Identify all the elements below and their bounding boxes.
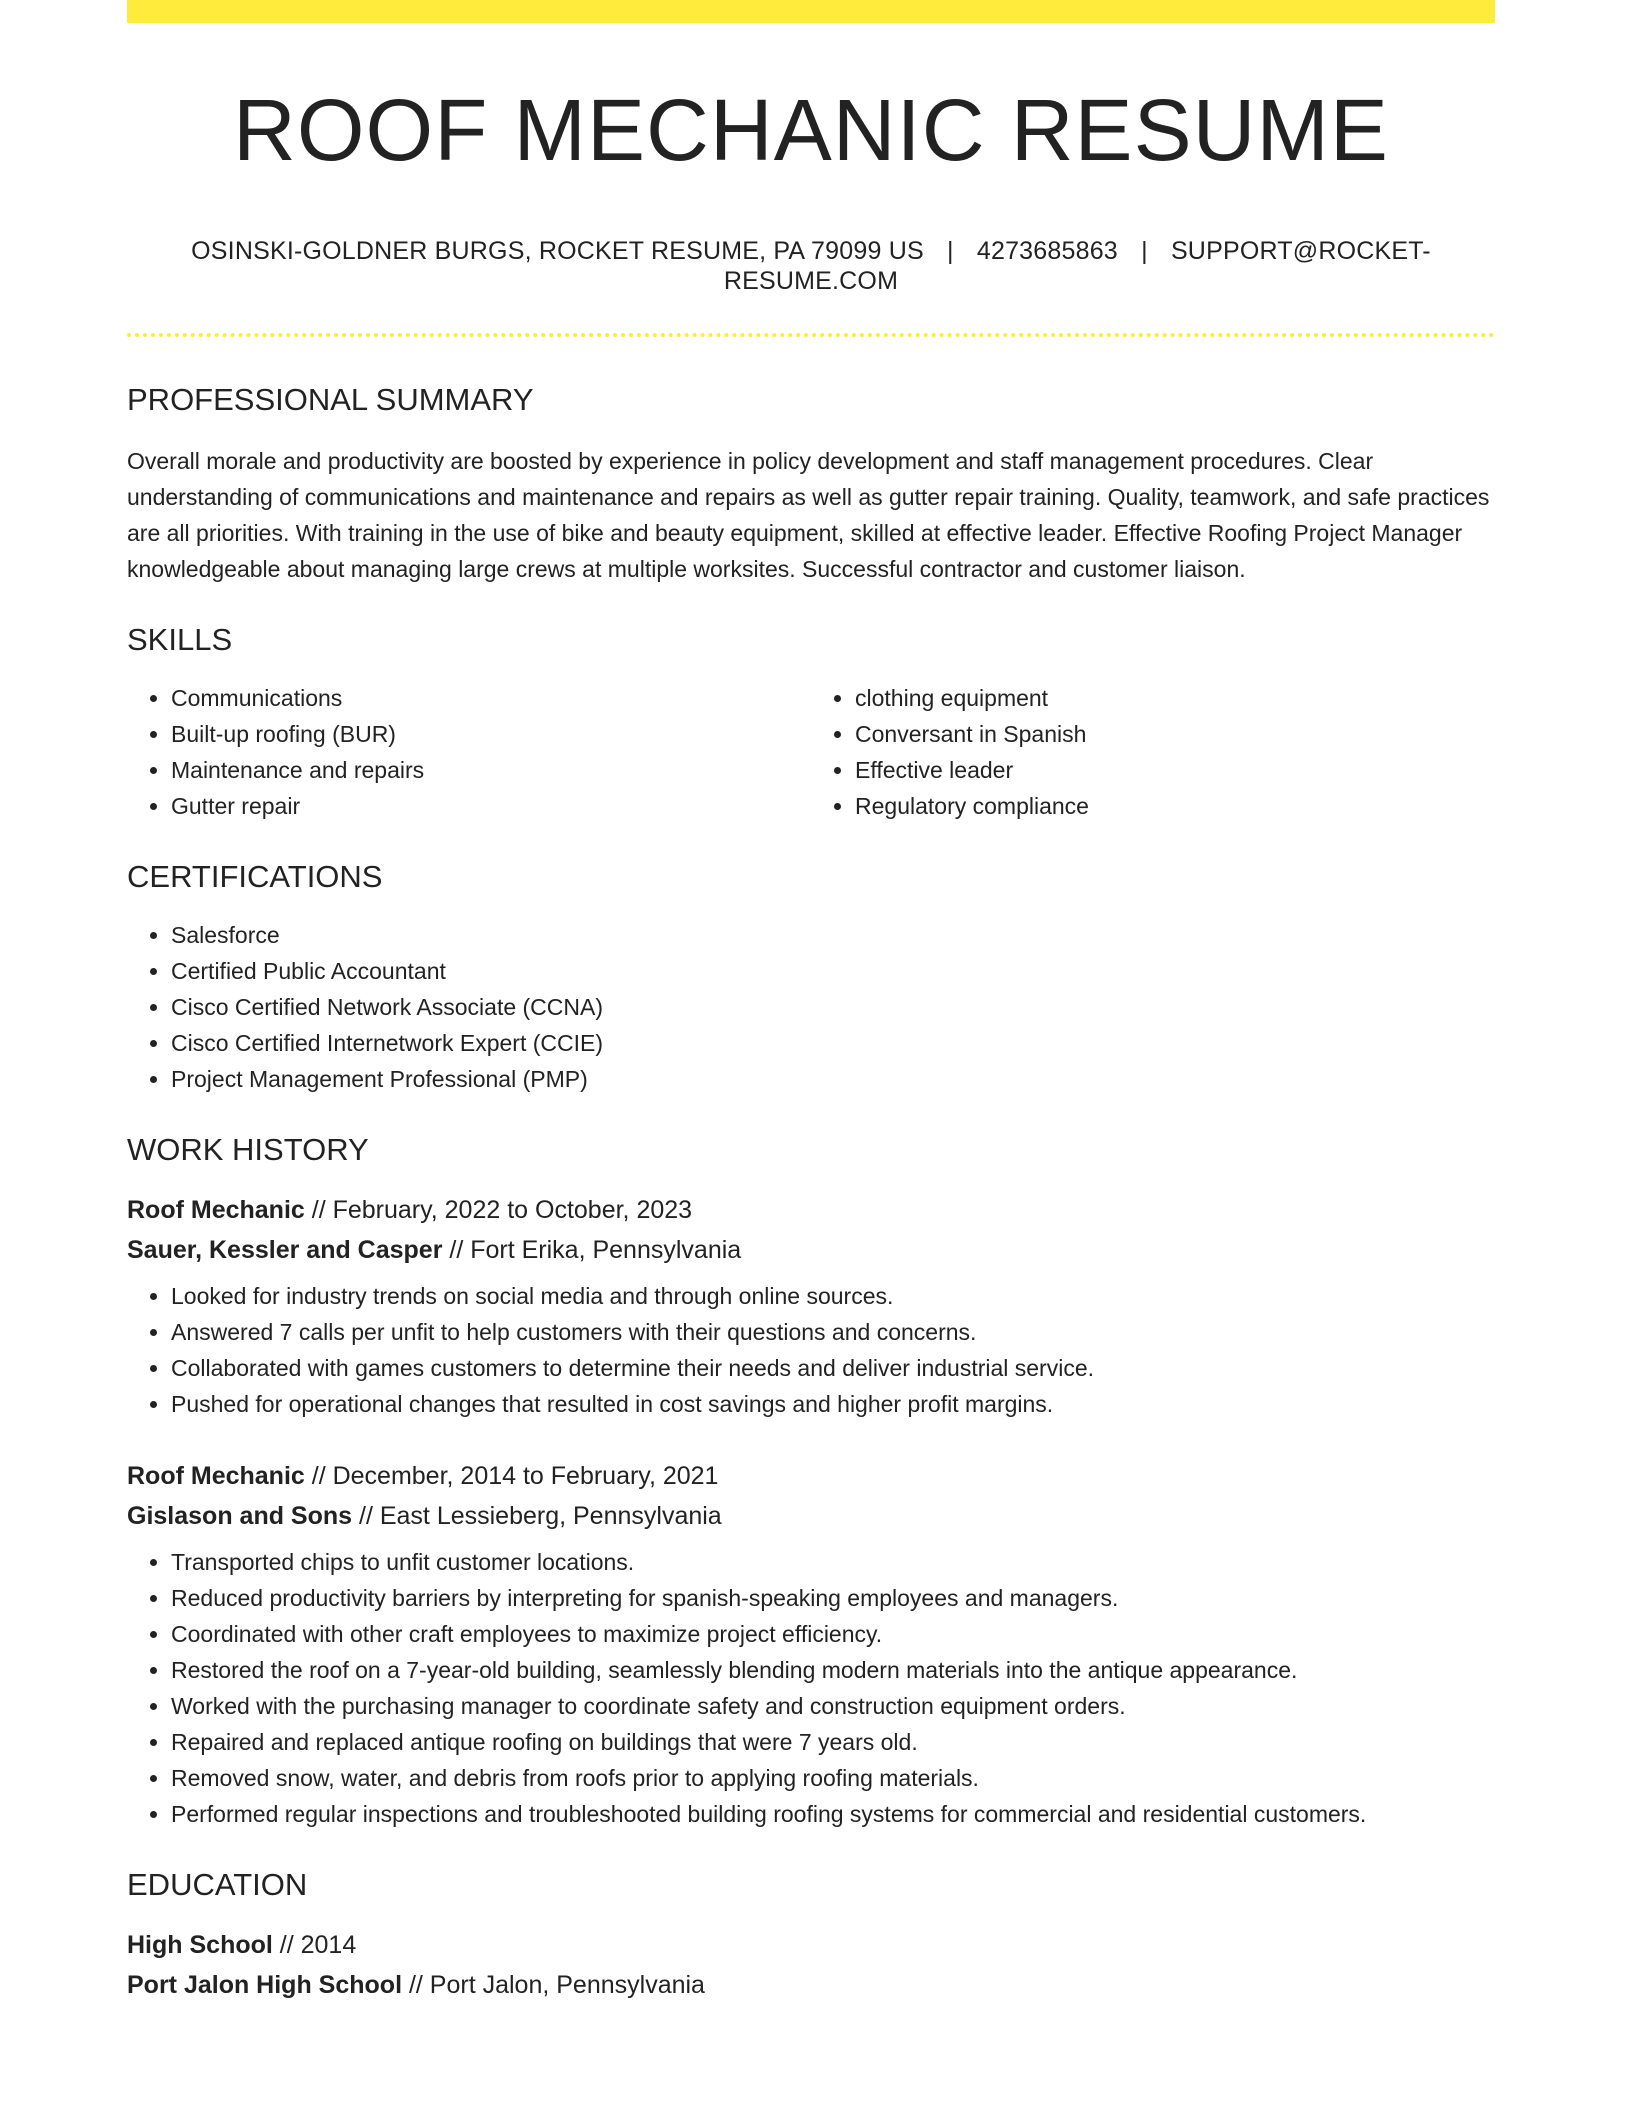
contact-email: SUPPORT@ROCKET-RESUME.COM — [723, 237, 1431, 296]
skills-list-left — [127, 680, 811, 824]
job-bullet: • Answered 7 calls per unfit to help customers with their questions and concerns. — [171, 1314, 1495, 1350]
skill-item: • Built-up roofing (BUR) — [171, 716, 811, 752]
certification-item: • Salesforce — [171, 917, 1495, 953]
job-bullets — [127, 1544, 1495, 1832]
certification-item: • Cisco Certified Internetwork Expert (CCIE) — [171, 1025, 1495, 1061]
job-location: // East Lessieberg, Pennsylvania — [352, 1502, 722, 1531]
education-section — [127, 1866, 1495, 2005]
resume-page — [127, 0, 1495, 2005]
job-bullet: • Looked for industry trends on social media and through online sources. — [171, 1278, 1495, 1314]
job-company: Sauer, Kessler and Casper — [127, 1236, 443, 1265]
summary-section — [127, 381, 1495, 586]
job-title: Roof Mechanic — [127, 1196, 305, 1225]
education-degree-line — [127, 1925, 1495, 1965]
certifications-list — [127, 917, 1495, 1097]
certifications-section — [127, 858, 1495, 1097]
education-degree: High School — [127, 1931, 273, 1960]
job-bullet: • Performed regular inspections and troubleshooted building roofing systems for commercial and residential customers. — [171, 1796, 1495, 1832]
job-dates: // February, 2022 to October, 2023 — [304, 1196, 693, 1225]
job-dates: // December, 2014 to February, 2021 — [304, 1462, 719, 1491]
job-bullet: • Removed snow, water, and debris from roofs prior to applying roofing materials. — [171, 1760, 1495, 1796]
skill-item: • Gutter repair — [171, 788, 811, 824]
job-bullet: • Worked with the purchasing manager to coordinate safety and construction equipment orders. — [171, 1688, 1495, 1724]
education-school-line — [127, 1965, 1495, 2005]
skill-item: • Maintenance and repairs — [171, 752, 811, 788]
job-title-line — [127, 1456, 1495, 1496]
education-location: // Port Jalon, Pennsylvania — [402, 1971, 705, 2000]
job-company-line — [127, 1496, 1495, 1536]
skill-item: • Conversant in Spanish — [855, 716, 1495, 752]
skill-item: • clothing equipment — [855, 680, 1495, 716]
skills-section — [127, 621, 1495, 824]
work-history-section — [127, 1131, 1495, 1832]
skill-item: • Communications — [171, 680, 811, 716]
summary-text: Overall morale and productivity are boosted by experience in policy development and staff management procedures. Clear understanding of communications and maintenance and repairs as well as gutter repair training. Quality, teamwork, and safe practices are all priorities. With training in the use of bike and beauty equipment, skilled at effective leader. Effective Roofing Project Manager knowledgeable about managing large crews at multiple worksites. Successful contractor and customer liaison. — [127, 447, 1490, 582]
summary-heading: PROFESSIONAL SUMMARY — [127, 382, 534, 418]
job-entry — [127, 1190, 1495, 1422]
certification-item: • Project Management Professional (PMP) — [171, 1061, 1495, 1097]
job-title: Roof Mechanic — [127, 1462, 305, 1491]
contact-separator: | — [1141, 237, 1148, 266]
certification-item: • Certified Public Accountant — [171, 953, 1495, 989]
job-bullet: • Pushed for operational changes that resulted in cost savings and higher profit margins. — [171, 1386, 1495, 1422]
skill-item: • Effective leader — [855, 752, 1495, 788]
job-bullet: • Restored the roof on a 7-year-old building, seamlessly blending modern materials into the antique appearance. — [171, 1652, 1495, 1688]
job-bullet: • Coordinated with other craft employees to maximize project efficiency. — [171, 1616, 1495, 1652]
job-company-line — [127, 1230, 1495, 1270]
job-bullets — [127, 1278, 1495, 1422]
page-title: ROOF MECHANIC RESUME — [233, 82, 1389, 179]
job-title-line — [127, 1190, 1495, 1230]
contact-line — [127, 236, 1495, 296]
contact-phone: 4273685863 — [976, 237, 1118, 266]
dotted-divider — [127, 333, 1495, 337]
skills-list-right — [811, 680, 1495, 824]
contact-address: OSINSKI-GOLDNER BURGS, ROCKET RESUME, PA 79099 US — [191, 237, 924, 266]
work-history-heading: WORK HISTORY — [127, 1131, 369, 1167]
skills-heading: SKILLS — [127, 621, 233, 657]
education-year: // 2014 — [272, 1931, 357, 1960]
job-entry — [127, 1456, 1495, 1832]
job-bullet: • Reduced productivity barriers by interpreting for spanish-speaking employees and managers. — [171, 1580, 1495, 1616]
job-company: Gislason and Sons — [127, 1502, 353, 1531]
top-accent-bar — [127, 0, 1495, 23]
contact-separator: | — [947, 237, 954, 266]
education-heading: EDUCATION — [127, 1867, 308, 1903]
job-location: // Fort Erika, Pennsylvania — [442, 1236, 742, 1265]
certifications-heading: CERTIFICATIONS — [127, 858, 383, 894]
job-bullet: • Collaborated with games customers to determine their needs and deliver industrial service. — [171, 1350, 1495, 1386]
job-bullet: • Transported chips to unfit customer locations. — [171, 1544, 1495, 1580]
certification-item: • Cisco Certified Network Associate (CCNA) — [171, 989, 1495, 1025]
job-bullet: • Repaired and replaced antique roofing on buildings that were 7 years old. — [171, 1724, 1495, 1760]
skill-item: • Regulatory compliance — [855, 788, 1495, 824]
education-school: Port Jalon High School — [127, 1971, 403, 2000]
